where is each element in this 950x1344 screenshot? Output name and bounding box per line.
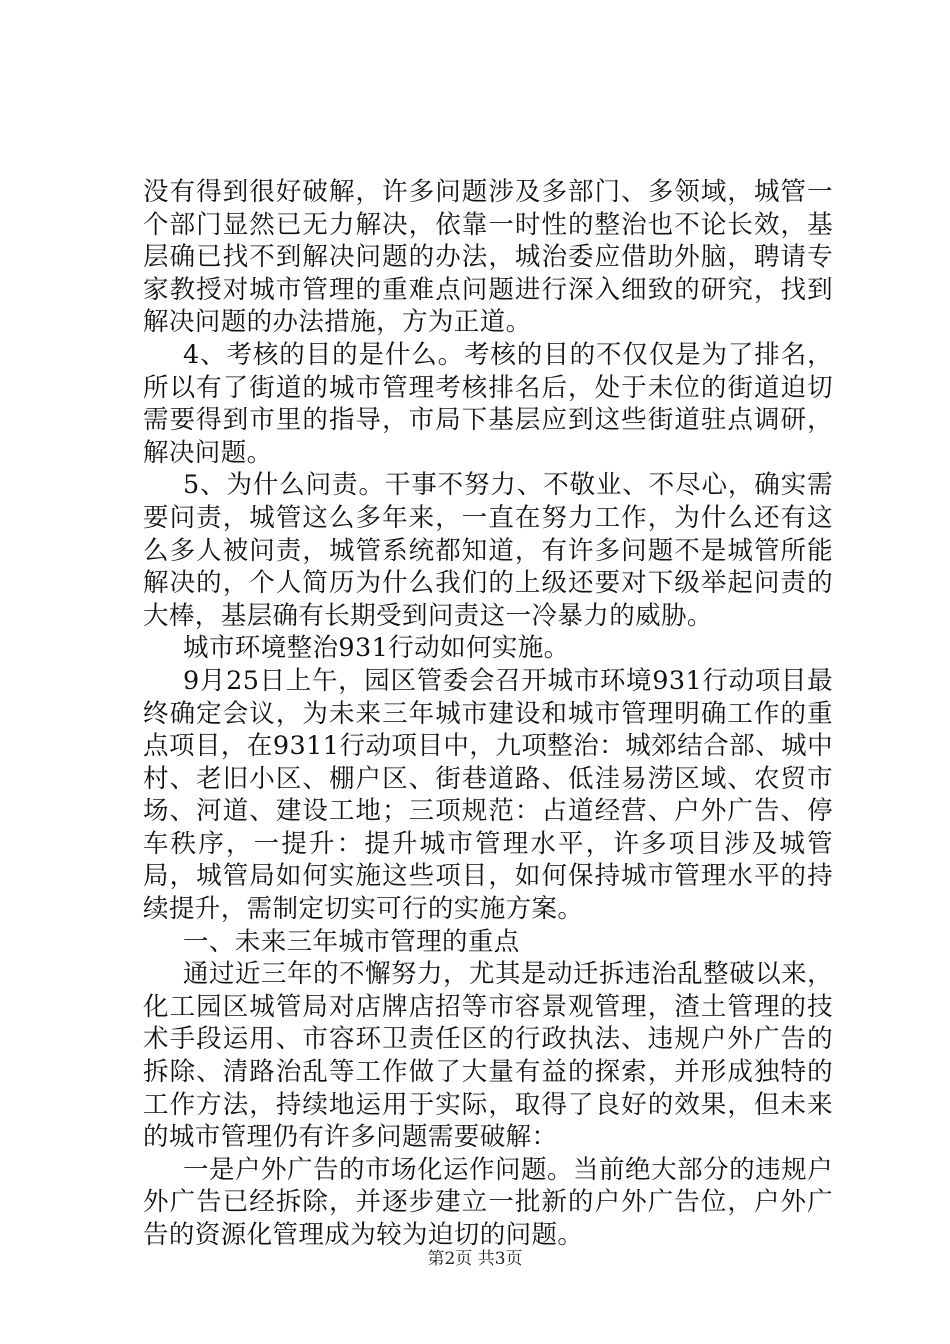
- paragraph-continuation: 没有得到很好破解，许多问题涉及多部门、多领域，城管一个部门显然已无力解决，依靠一时性的整治也不论长效，基层确已找不到解决问题的办法，城治委应借助外脑，聘请专家教授对城市管理的重难点问题进行深入细致的研究，找到解决问题的办法措施，方为正道。: [143, 177, 833, 338]
- paragraph-item-5: 5、为什么问责。干事不努力、不敬业、不尽心，确实需要问责，城管这么多年来，一直在努力工作，为什么还有这么多人被问责，城管系统都知道，有许多问题不是城管所能解决的，个人简历为什么我们的上级还要对下级举起问责的大棒，基层确有长期受到问责这一冷暴力的威胁。: [143, 470, 833, 631]
- paragraph-meeting: 9月25日上午，园区管委会召开城市环境931行动项目最终确定会议，为未来三年城市建设和城市管理明确工作的重点项目，在9311行动项目中，九项整治：城郊结合部、城中村、老旧小区、棚户区、街巷道路、低洼易涝区域、农贸市场、河道、建设工地；三项规范：占道经营、户外广告、停车秩序，一提升：提升城市管理水平，许多项目涉及城管局，城管局如何实施这些项目，如何保持城市管理水平的持续提升，需制定切实可行的实施方案。: [143, 665, 833, 925]
- page-number-footer: 第2页 共3页: [427, 1249, 523, 1269]
- paragraph-item-4: 4、考核的目的是什么。考核的目的不仅仅是为了排名，所以有了街道的城市管理考核排名后，处于未位的街道迫切需要得到市里的指导，市局下基层应到这些街道驻点调研，解决问题。: [143, 339, 833, 468]
- document-body: [143, 176, 833, 1252]
- paragraph-achievements: 通过近三年的不懈努力，尤其是动迁拆违治乱整破以来，化工园区城管局对店牌店招等市容景观管理，渣土管理的技术手段运用、市容环卫责任区的行政执法、违规户外广告的拆除、清路治乱等工作做了大量有益的探索，并形成独特的工作方法，持续地运用于实际，取得了良好的效果，但未来的城市管理仍有许多问题需要破解：: [143, 959, 833, 1153]
- section-title-931: 城市环境整治931行动如何实施。: [183, 633, 570, 664]
- section-heading-1: 一、未来三年城市管理的重点: [183, 926, 520, 957]
- paragraph-outdoor-ads: 一是户外广告的市场化运作问题。当前绝大部分的违规户外广告已经拆除，并逐步建立一批新的户外广告位，户外广告的资源化管理成为较为迫切的问题。: [143, 1154, 833, 1250]
